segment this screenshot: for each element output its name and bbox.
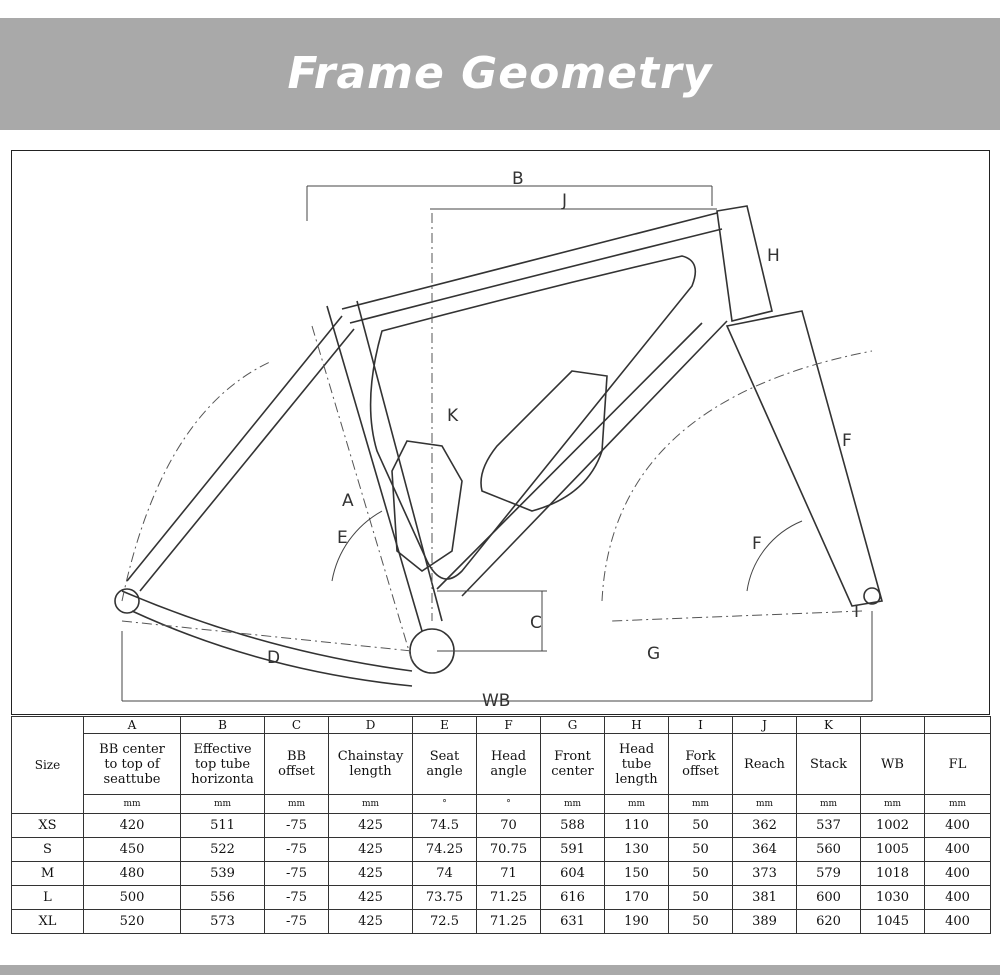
col-unit: mm bbox=[925, 795, 991, 814]
value-cell: 74.5 bbox=[413, 814, 477, 838]
col-name-line: horizonta bbox=[191, 771, 254, 787]
col-letter: C bbox=[265, 717, 329, 734]
col-name-line: offset bbox=[682, 764, 719, 779]
col-letter: G bbox=[541, 717, 605, 734]
col-letter: B bbox=[181, 717, 265, 734]
frame-drawing bbox=[12, 151, 991, 716]
value-cell: 190 bbox=[605, 910, 669, 934]
value-cell: 425 bbox=[329, 814, 413, 838]
value-cell: 537 bbox=[797, 814, 861, 838]
col-name-line: BB bbox=[286, 749, 307, 764]
footer-bar bbox=[0, 965, 1000, 975]
label-c: C bbox=[530, 613, 542, 633]
col-name-line: to top of bbox=[104, 756, 160, 772]
label-f-top: F bbox=[842, 431, 852, 451]
label-i: I bbox=[854, 602, 860, 622]
value-cell: -75 bbox=[265, 910, 329, 934]
value-cell: 520 bbox=[84, 910, 181, 934]
col-name bbox=[541, 734, 605, 795]
value-cell: 620 bbox=[797, 910, 861, 934]
value-cell: 425 bbox=[329, 838, 413, 862]
col-unit: ° bbox=[413, 795, 477, 814]
page-title: Frame Geometry bbox=[287, 48, 713, 99]
table-row bbox=[12, 910, 991, 934]
col-name-line: Head bbox=[490, 749, 527, 764]
col-letter: A bbox=[84, 717, 181, 734]
table-row bbox=[12, 838, 991, 862]
col-unit: mm bbox=[861, 795, 925, 814]
value-cell: 573 bbox=[181, 910, 265, 934]
size-cell: XS bbox=[12, 814, 84, 838]
col-name bbox=[413, 734, 477, 795]
col-name-line: center bbox=[551, 764, 594, 779]
col-name bbox=[733, 734, 797, 795]
col-unit: mm bbox=[329, 795, 413, 814]
label-wb: WB bbox=[482, 691, 511, 711]
value-cell: 381 bbox=[733, 886, 797, 910]
value-cell: 130 bbox=[605, 838, 669, 862]
value-cell: 631 bbox=[541, 910, 605, 934]
col-name-line: Stack bbox=[809, 756, 848, 772]
col-name-line: offset bbox=[278, 764, 315, 779]
label-e: E bbox=[337, 528, 348, 548]
value-cell: 71.25 bbox=[477, 886, 541, 910]
col-name-line: Seat bbox=[429, 749, 460, 764]
col-unit: mm bbox=[733, 795, 797, 814]
col-letter: J bbox=[733, 717, 797, 734]
value-cell: 1018 bbox=[861, 862, 925, 886]
value-cell: 591 bbox=[541, 838, 605, 862]
value-cell: -75 bbox=[265, 886, 329, 910]
col-letter: F bbox=[477, 717, 541, 734]
col-name-line: WB bbox=[881, 756, 904, 772]
dimension-lines bbox=[122, 186, 872, 701]
value-cell: 588 bbox=[541, 814, 605, 838]
value-cell: 71 bbox=[477, 862, 541, 886]
geometry-table bbox=[11, 716, 991, 934]
value-cell: 604 bbox=[541, 862, 605, 886]
size-cell: S bbox=[12, 838, 84, 862]
col-unit: mm bbox=[541, 795, 605, 814]
col-name-line: BB center bbox=[99, 741, 165, 757]
col-name-line: Chainstay bbox=[337, 749, 404, 764]
value-cell: 389 bbox=[733, 910, 797, 934]
col-name bbox=[925, 734, 991, 795]
col-letter: D bbox=[329, 717, 413, 734]
col-letter: E bbox=[413, 717, 477, 734]
value-cell: 1005 bbox=[861, 838, 925, 862]
value-cell: 400 bbox=[925, 862, 991, 886]
col-name bbox=[329, 734, 413, 795]
value-cell: 579 bbox=[797, 862, 861, 886]
value-cell: 425 bbox=[329, 862, 413, 886]
col-name-line: tube bbox=[621, 756, 652, 772]
frame-diagram bbox=[11, 150, 990, 715]
col-name-line: angle bbox=[426, 764, 463, 779]
col-name bbox=[605, 734, 669, 795]
value-cell: 50 bbox=[669, 838, 733, 862]
table-row bbox=[12, 862, 991, 886]
col-unit: mm bbox=[181, 795, 265, 814]
label-h: H bbox=[767, 246, 780, 266]
value-cell: 480 bbox=[84, 862, 181, 886]
table-row bbox=[12, 886, 991, 910]
frame-tubes bbox=[115, 206, 882, 686]
value-cell: 425 bbox=[329, 910, 413, 934]
size-header: Size bbox=[12, 717, 84, 814]
value-cell: 70.75 bbox=[477, 838, 541, 862]
value-cell: 400 bbox=[925, 910, 991, 934]
label-j: J bbox=[562, 191, 568, 211]
size-cell: L bbox=[12, 886, 84, 910]
value-cell: 522 bbox=[181, 838, 265, 862]
col-letter: I bbox=[669, 717, 733, 734]
col-name-line: length bbox=[615, 771, 658, 787]
col-name-line: FL bbox=[948, 756, 967, 772]
value-cell: 70 bbox=[477, 814, 541, 838]
value-cell: 72.5 bbox=[413, 910, 477, 934]
col-name-line: top tube bbox=[194, 756, 251, 772]
value-cell: 73.75 bbox=[413, 886, 477, 910]
value-cell: 364 bbox=[733, 838, 797, 862]
value-cell: 400 bbox=[925, 886, 991, 910]
label-b: B bbox=[512, 169, 524, 189]
col-name-line: Reach bbox=[744, 756, 785, 772]
value-cell: 170 bbox=[605, 886, 669, 910]
value-cell: 1045 bbox=[861, 910, 925, 934]
value-cell: -75 bbox=[265, 814, 329, 838]
col-unit: mm bbox=[265, 795, 329, 814]
col-unit: ° bbox=[477, 795, 541, 814]
value-cell: 425 bbox=[329, 886, 413, 910]
col-letter bbox=[925, 717, 991, 734]
col-name-line: Front bbox=[554, 749, 591, 764]
table-letter-row bbox=[12, 717, 991, 734]
col-name bbox=[669, 734, 733, 795]
value-cell: 110 bbox=[605, 814, 669, 838]
col-letter: K bbox=[797, 717, 861, 734]
label-d: D bbox=[267, 648, 281, 668]
value-cell: 539 bbox=[181, 862, 265, 886]
label-f: F bbox=[752, 534, 762, 554]
label-g: G bbox=[647, 644, 661, 664]
table-name-row bbox=[12, 734, 991, 795]
col-letter bbox=[861, 717, 925, 734]
value-cell: 556 bbox=[181, 886, 265, 910]
label-k: K bbox=[447, 406, 459, 426]
value-cell: 1030 bbox=[861, 886, 925, 910]
size-cell: M bbox=[12, 862, 84, 886]
table-body bbox=[12, 814, 991, 934]
col-name bbox=[861, 734, 925, 795]
value-cell: 450 bbox=[84, 838, 181, 862]
col-name bbox=[477, 734, 541, 795]
value-cell: 150 bbox=[605, 862, 669, 886]
value-cell: 420 bbox=[84, 814, 181, 838]
value-cell: 560 bbox=[797, 838, 861, 862]
wheel-arcs bbox=[122, 213, 872, 661]
value-cell: 400 bbox=[925, 838, 991, 862]
col-unit: mm bbox=[797, 795, 861, 814]
col-name-line: Head bbox=[618, 741, 655, 757]
col-unit: mm bbox=[605, 795, 669, 814]
table-row bbox=[12, 814, 991, 838]
dimension-labels bbox=[267, 169, 859, 711]
value-cell: 373 bbox=[733, 862, 797, 886]
header-banner bbox=[0, 18, 1000, 130]
table-unit-row bbox=[12, 795, 991, 814]
col-name-line: seattube bbox=[103, 771, 161, 787]
value-cell: 500 bbox=[84, 886, 181, 910]
col-name-line: Fork bbox=[685, 749, 716, 764]
value-cell: 600 bbox=[797, 886, 861, 910]
label-a: A bbox=[342, 491, 354, 511]
size-cell: XL bbox=[12, 910, 84, 934]
value-cell: 50 bbox=[669, 814, 733, 838]
col-unit: mm bbox=[669, 795, 733, 814]
col-name-line: length bbox=[349, 764, 392, 779]
value-cell: 74.25 bbox=[413, 838, 477, 862]
value-cell: 511 bbox=[181, 814, 265, 838]
col-letter: H bbox=[605, 717, 669, 734]
value-cell: 1002 bbox=[861, 814, 925, 838]
value-cell: 50 bbox=[669, 886, 733, 910]
value-cell: 362 bbox=[733, 814, 797, 838]
value-cell: 50 bbox=[669, 910, 733, 934]
value-cell: 71.25 bbox=[477, 910, 541, 934]
col-name-line: angle bbox=[490, 764, 527, 779]
value-cell: 50 bbox=[669, 862, 733, 886]
col-name-line: Effective bbox=[193, 741, 252, 757]
col-name bbox=[181, 734, 265, 795]
col-name bbox=[797, 734, 861, 795]
value-cell: 400 bbox=[925, 814, 991, 838]
col-unit: mm bbox=[84, 795, 181, 814]
value-cell: -75 bbox=[265, 838, 329, 862]
value-cell: -75 bbox=[265, 862, 329, 886]
value-cell: 616 bbox=[541, 886, 605, 910]
col-name bbox=[265, 734, 329, 795]
value-cell: 74 bbox=[413, 862, 477, 886]
col-name bbox=[84, 734, 181, 795]
